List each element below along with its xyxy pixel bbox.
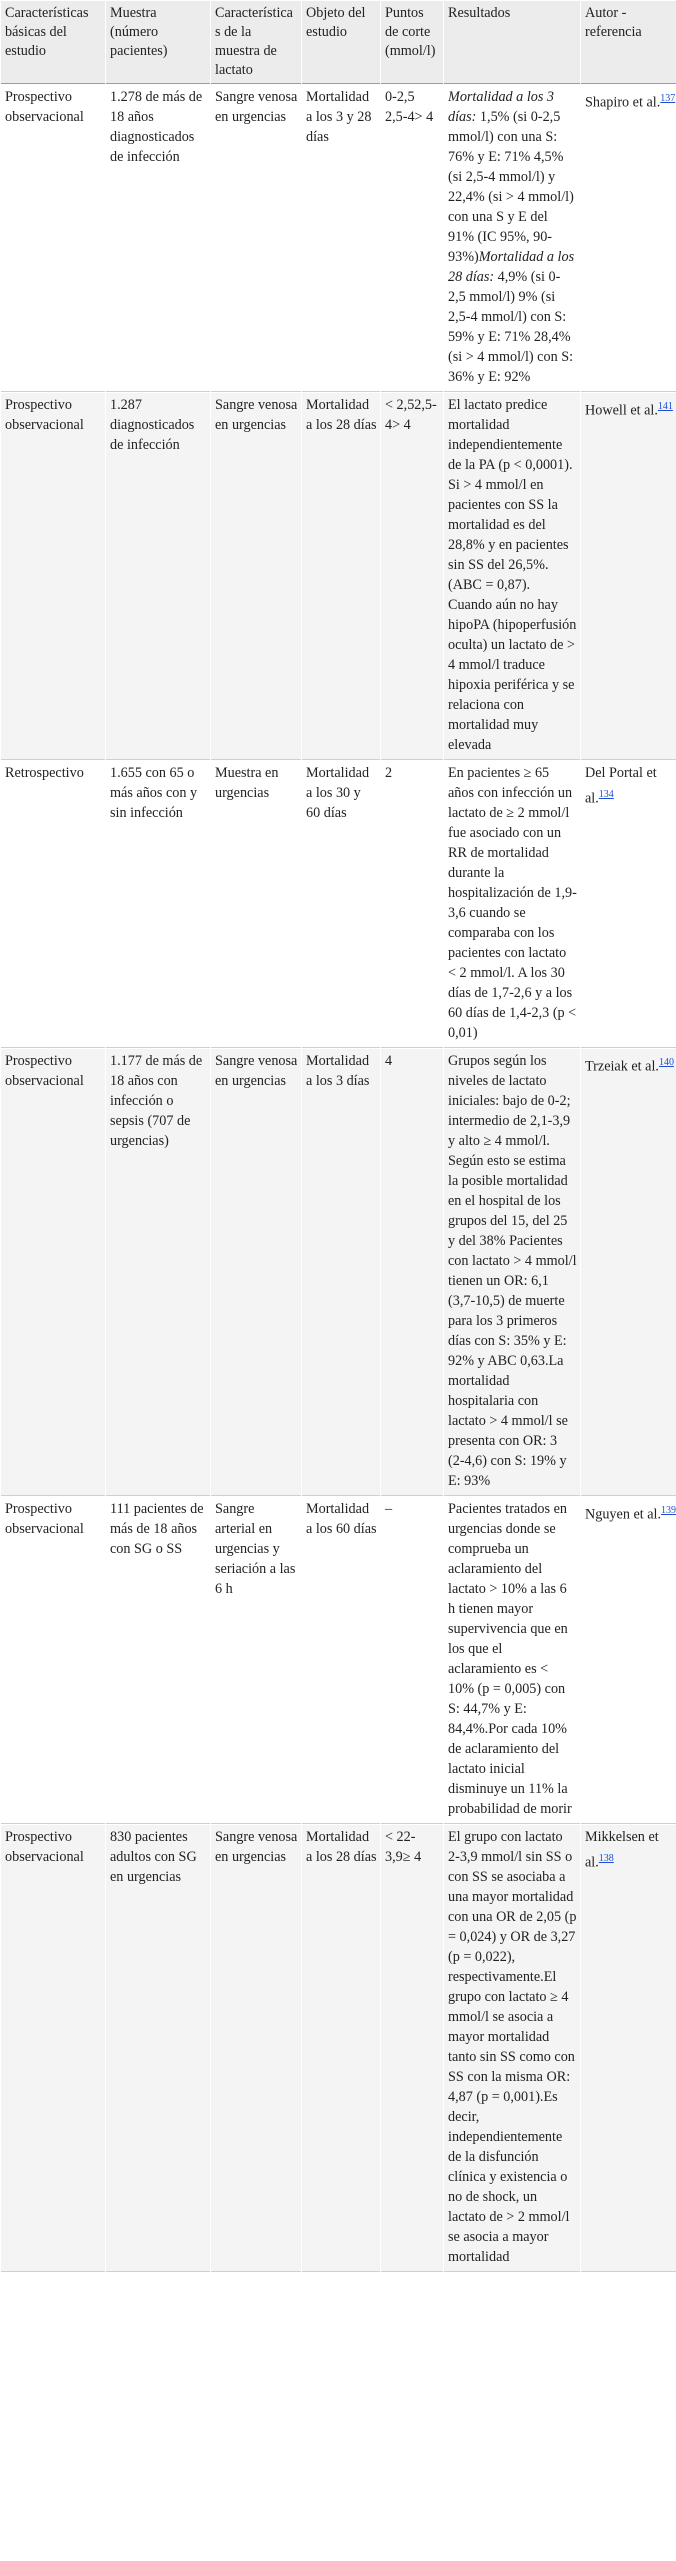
cell-estudio: Prospectivo observacional [1, 1497, 105, 1824]
cell-resultados [444, 393, 580, 760]
cell-autor [581, 393, 676, 760]
header-row [1, 1, 676, 84]
cell-caracteristicas: Sangre venosa en urgencias [211, 1825, 301, 2272]
cell-muestra: 1.177 de más de 18 años con infección o sepsis (707 de urgencias) [106, 1049, 210, 1496]
reference-superscript [599, 786, 614, 800]
header-cell-estudio: Características básicas del estudio [1, 1, 105, 84]
reference-superscript [661, 1502, 676, 1516]
cell-caracteristicas: Sangre venosa en urgencias [211, 85, 301, 392]
reference-superscript [658, 398, 673, 412]
table-row [1, 85, 676, 392]
reference-link[interactable]: 139 [661, 1505, 676, 1516]
author-name: Del Portal et al. [585, 765, 657, 807]
cell-muestra: 1.287 diagnosticados de infección [106, 393, 210, 760]
author-name: Mikkelsen et al. [585, 1829, 659, 1871]
result-heading: Mortalidad a los 28 días: [448, 249, 575, 285]
cell-muestra: 111 pacientes de más de 18 años con SG o SS [106, 1497, 210, 1824]
author-name: Trzeiak et al. [585, 1058, 659, 1075]
header-cell-muestra: Muestra (número pacientes) [106, 1, 210, 84]
table-row [1, 393, 676, 760]
table-row [1, 761, 676, 1048]
reference-link[interactable]: 137 [660, 93, 676, 104]
cell-corte: < 22-3,9≥ 4 [381, 1825, 443, 2272]
reference-link[interactable]: 140 [658, 1057, 674, 1068]
reference-link[interactable]: 134 [598, 789, 614, 800]
header-cell-corte: Puntos de corte (mmol/l) [381, 1, 443, 84]
cell-objeto: Mortalidad a los 28 días [302, 1825, 380, 2272]
reference-link[interactable]: 141 [657, 401, 673, 412]
table-body [1, 85, 676, 2272]
result-text: Pacientes tratados en urgencias donde se comprueba un aclaramiento del lactato > 10% a las 6 h tienen mayor supervivencia que en los que el aclaramiento es < 10% (p = 0,005) con S: 44,7% y E: 84,4%.Por cada 10% de aclaramiento del lactato inicial disminuye un 11% la probabilidad de morir [448, 1501, 572, 1817]
cell-objeto: Mortalidad a los 3 y 28 días [302, 85, 380, 392]
cell-corte: – [381, 1497, 443, 1824]
cell-objeto: Mortalidad a los 28 días [302, 393, 380, 760]
cell-objeto: Mortalidad a los 3 días [302, 1049, 380, 1496]
result-text: En pacientes ≥ 65 años con infección un lactato de ≥ 2 mmol/l fue asociado con un RR de mortalidad durante la hospitalización de 1,9-3,6 cuando se comparaba con los pacientes con lactato < 2 mmol/l. A los 30 días de 1,7-2,6 y a los 60 días de 1,4-2,3 (p < 0,01) [448, 765, 577, 1041]
header-cell-objeto: Objeto del estudio [302, 1, 380, 84]
cell-resultados [444, 1049, 580, 1496]
cell-corte: < 2,52,5-4> 4 [381, 393, 443, 760]
table-row [1, 1825, 676, 2272]
header-cell-resultados: Resultados [444, 1, 580, 84]
cell-autor [581, 1825, 676, 2272]
cell-resultados [444, 1825, 580, 2272]
result-heading: Mortalidad a los 3 días: [448, 89, 555, 125]
cell-objeto: Mortalidad a los 60 días [302, 1497, 380, 1824]
cell-resultados [444, 85, 580, 392]
cell-corte: 0-2,5 2,5-4> 4 [381, 85, 443, 392]
cell-objeto: Mortalidad a los 30 y 60 días [302, 761, 380, 1048]
reference-superscript [599, 1850, 614, 1864]
table-row [1, 1049, 676, 1496]
author-name: Shapiro et al. [585, 94, 661, 111]
cell-muestra: 1.655 con 65 o más años con y sin infección [106, 761, 210, 1048]
cell-muestra: 1.278 de más de 18 años diagnosticados de infección [106, 85, 210, 392]
cell-estudio: Prospectivo observacional [1, 85, 105, 392]
cell-corte: 2 [381, 761, 443, 1048]
author-name: Howell et al. [585, 402, 658, 419]
cell-muestra: 830 pacientes adultos con SG en urgencias [106, 1825, 210, 2272]
cell-resultados [444, 761, 580, 1048]
cell-corte: 4 [381, 1049, 443, 1496]
result-text: 1,5% (si 0-2,5 mmol/l) con una S: 76% y E: 71% 4,5% (si 2,5-4 mmol/l) y 22,4% (si > 4 mmol/l) con una S y E del 91% (IC 95%, 90-93%) [448, 109, 574, 265]
cell-autor [581, 761, 676, 1048]
cell-estudio: Prospectivo observacional [1, 393, 105, 760]
result-text: 4,9% (si 0-2,5 mmol/l) 9% (si 2,5-4 mmol/l) con S: 59% y E: 71% 28,4% (si > 4 mmol/l) con S: 36% y E: 92% [448, 269, 574, 385]
table-row [1, 1497, 676, 1824]
cell-caracteristicas: Sangre venosa en urgencias [211, 393, 301, 760]
reference-link[interactable]: 138 [598, 1853, 614, 1864]
result-text: El lactato predice mortalidad independientemente de la PA (p < 0,0001). Si > 4 mmol/l en pacientes con SS la mortalidad es del 28,8% y en pacientes sin SS del 26,5%. (ABC = 0,87). Cuando aún no hay hipoPA (hipoperfusión oculta) un lactato de > 4 mmol/l traduce hipoxia periférica y se relaciona con mortalidad muy elevada [448, 397, 577, 753]
cell-autor [581, 85, 676, 392]
cell-estudio: Prospectivo observacional [1, 1049, 105, 1496]
result-text: El grupo con lactato 2-3,9 mmol/l sin SS o con SS se asociaba a una mayor mortalidad con una OR de 2,05 (p = 0,024) y OR de 3,27 (p = 0,022), respectivamente.El grupo con lactato ≥ 4 mmol/l se asocia a mayor mortalidad tanto sin SS como con SS con la misma OR: 4,87 (p = 0,001).Es decir, independientemente de la disfunción clínica y existencia o no de shock, un lactato de > 2 mmol/l se asocia a mayor mortalidad [448, 1829, 577, 2265]
cell-caracteristicas: Sangre venosa en urgencias [211, 1049, 301, 1496]
header-cell-autor: Autor - referencia [581, 1, 676, 84]
cell-autor [581, 1497, 676, 1824]
cell-autor [581, 1049, 676, 1496]
cell-caracteristicas: Muestra en urgencias [211, 761, 301, 1048]
cell-estudio: Prospectivo observacional [1, 1825, 105, 2272]
result-text: Grupos según los niveles de lactato iniciales: bajo de 0-2; intermedio de 2,1-3,9 y alto ≥ 4 mmol/l. Según esto se estima la posible mortalidad en el hospital de los grupos del 15, del 25 y del 38% Pacientes con lactato > 4 mmol/l tienen un OR: 6,1 (3,7-10,5) de muerte para los 3 primeros días con S: 35% y E: 92% y ABC 0,63.La mortalidad hospitalaria con lactato > 4 mmol/l se presenta con OR: 3 (2-4,6) con S: 19% y E: 93% [448, 1053, 577, 1489]
table-header [1, 1, 676, 84]
reference-superscript [659, 1054, 674, 1068]
cell-caracteristicas: Sangre arterial en urgencias y seriación a las 6 h [211, 1497, 301, 1824]
cell-resultados [444, 1497, 580, 1824]
author-name: Nguyen et al. [585, 1506, 662, 1523]
reference-superscript [660, 90, 675, 104]
cell-estudio: Retrospectivo [1, 761, 105, 1048]
header-cell-caracteristicas: Características de la muestra de lactato [211, 1, 301, 84]
